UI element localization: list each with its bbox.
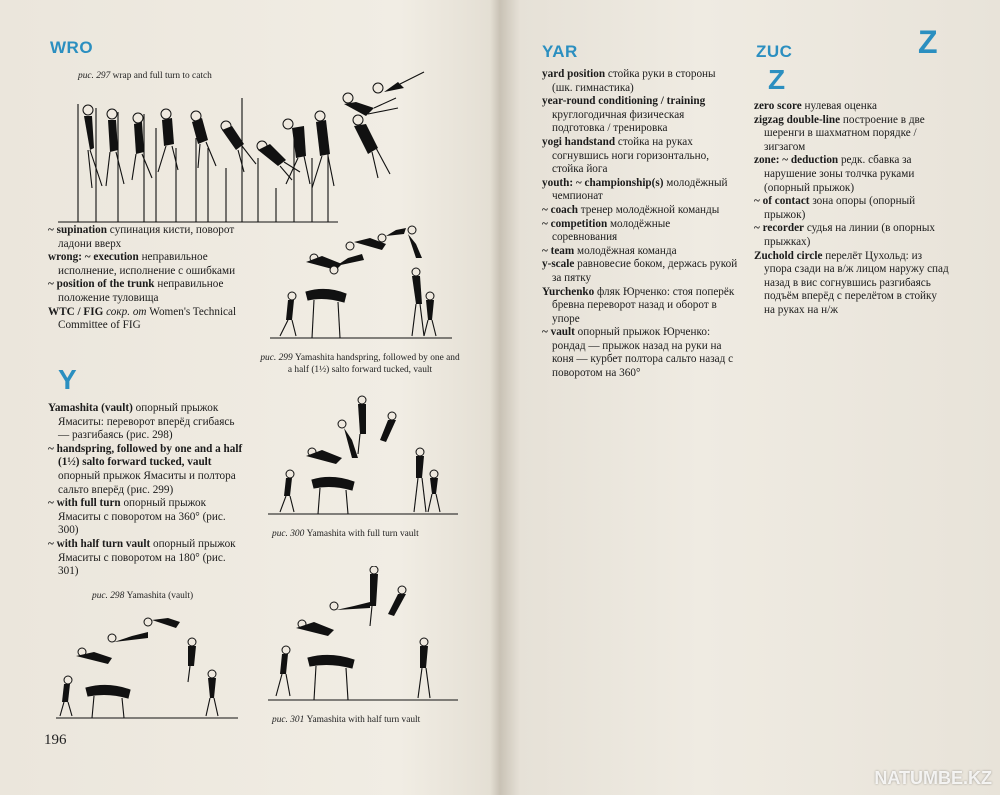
fig300-prefix: рис. 300 (272, 529, 305, 539)
entry-yamashita-half-turn: ~ with half turn vault опорный прыжок Ямаситы с поворотом на 180° (рис. 301) (48, 537, 236, 578)
entry-zigzag: zigzag double-line построение в две шеренги в шахматном порядке / зигзагом (754, 113, 925, 153)
entry-zone-deduction: zone: ~ deduction редк. сбавка за нарушение зоны толчка руками (опорный прыжок) (754, 154, 915, 194)
section-letter-y: Y (58, 364, 77, 395)
entry-yurchenko-vault: ~ vault опорный прыжок Юрченко: рондад — прыжок назад на руки на коня — курбет полтора сальто назад с поворотом на 360° (542, 326, 734, 380)
entry-youth-championships: youth: ~ championship(s) молодёжный чемпионат (542, 176, 728, 203)
entry-youth-competition: ~ competition молодёжные соревнования (542, 217, 671, 244)
fig301-text: Yamashita with half turn vault (306, 715, 421, 725)
running-head-left: WRO (50, 38, 94, 57)
entry-yard-position: yard position стойка руки в стороны (шк. гимнастика) (542, 68, 716, 94)
entry-zero-score: zero score нулевая оценка (754, 100, 877, 112)
fig299-caption (260, 352, 460, 376)
entry-zone-contact: ~ of contact зона опоры (опорный прыжок) (754, 195, 916, 221)
fig301-illustration (262, 566, 462, 706)
entry-youth-team: ~ team молодёжная команда (542, 244, 677, 257)
entry-yogi-handstand: yogi handstand стойка на руках согнувшись ноги горизонтально, стойка йога (542, 135, 710, 176)
entry-position-trunk: ~ position of the trunk неправильное положение туловища (48, 278, 224, 304)
entry-wtc-fig: WTC / FIG сокр. от Women's Technical Committee of FIG (48, 305, 237, 332)
fig301-prefix: рис. 301 (272, 715, 305, 725)
entry-yamashita-handspring: ~ handspring, followed by one and a half (1½) salto forward tucked, vault опорный прыжок Ямаситы и полтора сальто вперёд (рис. 299) (48, 442, 243, 496)
fig299-illustration (266, 224, 456, 344)
entry-yamashita-full-turn: ~ with full turn опорный прыжок Ямаситы с поворотом на 360° (рис. 300) (48, 497, 226, 537)
fig297-illustration (48, 68, 448, 224)
fig299-prefix: рис. 299 (260, 353, 293, 363)
entry-zone-recorder: ~ recorder судья на линии (в опорных прыжках) (754, 222, 936, 248)
fig298-illustration (52, 612, 242, 722)
section-letter-z: Z (768, 64, 786, 95)
entry-youth-coach: ~ coach тренер молодёжной команды (542, 203, 720, 216)
fig298-text: Yamashita (vault) (126, 591, 194, 601)
left-entries (48, 224, 258, 333)
entry-supination: ~ supination супинация кисти, поворот ладони вверх (48, 224, 235, 250)
fig299-text: Yamashita handspring, followed by one and a half (1½) salto forward tucked, vault (287, 353, 460, 375)
fig298-prefix: рис. 298 (92, 591, 125, 601)
entry-yurchenko: Yurchenko фляк Юрченко: стоя поперёк бревна переворот назад и оборот в упоре (542, 285, 735, 325)
right-col1 (542, 68, 738, 381)
fig300-illustration (262, 394, 462, 518)
entry-zuchold-circle: Zuchold circle перелёт Цухольд: из упора сзади на в/ж лицом наружу спад назад в вис согнувшись разгибаясь подъём вперёд с перелётом в стойку на руках на н/ж (754, 249, 949, 316)
fig300-text: Yamashita with full turn vault (306, 529, 419, 539)
running-head-zuc: ZUC (756, 42, 793, 61)
fig297-text: wrap and full turn to catch (112, 71, 212, 81)
running-head-yar: YAR (542, 42, 578, 61)
entry-y-scale: y-scale равновесие боком, держась рукой за пятку (542, 258, 738, 284)
entry-wrong-execution: wrong: ~ execution неправильное исполнение, исполнение с ошибками (48, 251, 236, 277)
watermark: NATUMBE.KZ (874, 768, 992, 788)
fig298-caption (92, 590, 193, 602)
fig297-prefix: рис. 297 (78, 71, 111, 81)
entry-year-round: year-round conditioning / training круглогодичная физическая подготовка / тренировка (542, 95, 706, 135)
y-entries (48, 402, 244, 579)
fig301-caption (272, 714, 420, 726)
page-number: 196 (44, 732, 67, 748)
fig300-caption (272, 528, 419, 540)
entry-yamashita: Yamashita (vault) опорный прыжок Ямаситы: переворот вперёд сгибаясь — разгибаясь (рис. 298) (48, 402, 235, 442)
corner-letter-z: Z (918, 24, 938, 60)
right-col2 (754, 100, 950, 318)
